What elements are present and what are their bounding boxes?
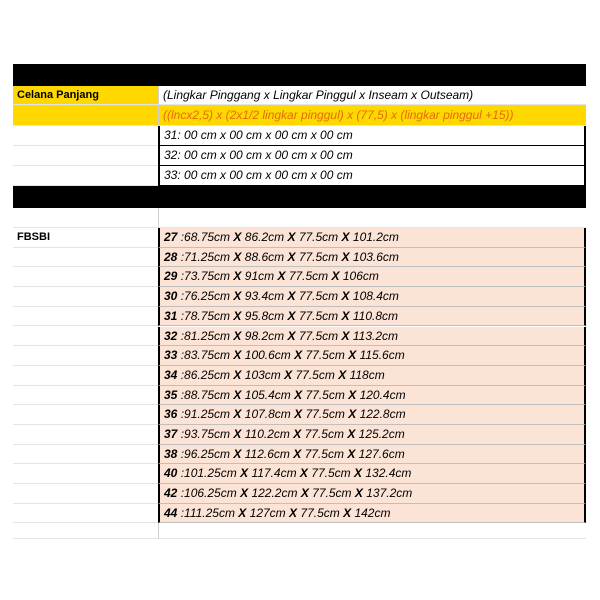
times-separator: X [233,427,242,441]
times-separator: X [289,505,298,520]
times-separator: X [233,446,242,461]
group-label: FBSBI [13,228,158,248]
size-row [13,327,586,347]
times-separator: X [338,367,347,382]
size-measurement: 31 :78.75cm X 95.8cm X 77.5cm X 110.8cm [158,307,586,327]
size-row [13,228,586,248]
hip-value: 95.8cm [244,308,285,323]
template-label-cell [13,126,158,146]
inseam-value: 77.5cm [305,348,345,363]
times-separator: X [233,289,242,304]
measurement-description: (Lingkar Pinggang x Lingkar Pinggul x Inseam x Outseam) [158,86,586,105]
size-number: 38 [164,446,178,461]
outseam-value: 127.6cm [358,446,405,461]
size-number: 40 [164,466,178,481]
hip-value: 103cm [244,367,281,382]
hip-value: 91cm [244,269,275,284]
outseam-value: 142cm [354,505,391,520]
times-separator: X [348,407,357,422]
times-separator: X [287,289,296,304]
times-separator: X [233,348,242,363]
size-label-cell [13,484,158,504]
inseam-value: 77.5cm [295,367,335,382]
waist-value: 86.25cm [184,367,231,382]
black-header-band [13,64,586,86]
outseam-value: 122.8cm [359,407,406,422]
hip-value: 127cm [249,505,286,520]
size-label-cell [13,405,158,425]
size-label-cell [13,425,158,445]
template-text: 33: 00 cm x 00 cm x 00 cm x 00 cm [158,166,586,186]
inseam-value: 77.5cm [304,446,344,461]
size-label-cell [13,366,158,386]
times-separator: X [354,486,363,501]
times-separator: X [348,348,357,363]
waist-value: 88.75cm [184,387,231,402]
size-label-cell [13,386,158,406]
inseam-value: 77.5cm [298,308,339,323]
size-row [13,267,586,287]
outseam-value: 118cm [349,367,385,382]
times-separator: X [300,486,309,501]
size-number: 30 [164,289,178,304]
times-separator: X [353,466,362,481]
times-separator: X [294,387,303,402]
template-text: 31: 00 cm x 00 cm x 00 cm x 00 cm [158,126,586,146]
product-label: Celana Panjang [13,86,158,105]
size-measurement: 35 :88.75cm X 105.4cm X 77.5cm X 120.4cm [158,386,586,406]
inseam-value: 77.5cm [312,486,352,501]
trailing-empty-row [13,523,586,539]
size-number: 34 [164,367,178,382]
outseam-value: 132.4cm [365,466,412,481]
inseam-value: 77.5cm [300,505,340,520]
size-row [13,366,586,386]
outseam-value: 108.4cm [352,289,399,304]
empty-cell-left [13,208,158,228]
times-separator: X [233,230,242,244]
waist-value: 68.75cm [184,230,231,244]
times-separator: X [293,427,302,441]
inseam-value: 77.5cm [311,466,351,481]
outseam-value: 125.2cm [358,427,405,441]
waist-value: 91.25cm [184,407,231,422]
times-separator: X [284,367,293,382]
template-row [13,146,586,166]
size-number: 33 [164,348,178,363]
inseam-value: 77.5cm [288,269,329,284]
hip-value: 88.6cm [244,249,285,264]
size-row [13,287,586,307]
size-label-cell [13,445,158,465]
empty-cell-right [158,208,586,228]
size-row [13,484,586,504]
inseam-value: 77.5cm [304,427,344,441]
template-label-cell [13,146,158,166]
size-measurement: 44 :111.25cm X 127cm X 77.5cm X 142cm [158,504,586,524]
size-label-cell [13,287,158,307]
hip-value: 107.8cm [244,407,291,422]
times-separator: X [233,387,242,402]
size-number: 35 [164,387,178,402]
size-row [13,464,586,484]
outseam-value: 103.6cm [352,249,399,264]
formula-row [13,105,586,126]
times-separator: X [233,407,242,422]
times-separator: X [343,505,352,520]
times-separator: X [341,328,350,343]
template-label-cell [13,166,158,186]
waist-value: 78.75cm [184,308,231,323]
formula-label-cell [13,105,158,126]
waist-value: 73.75cm [184,269,231,284]
times-separator: X [347,446,356,461]
size-label-cell [13,346,158,366]
size-label-cell [13,504,158,524]
size-measurement: 32 :81.25cm X 98.2cm X 77.5cm X 113.2cm [158,327,586,347]
times-separator: X [240,486,249,501]
size-number: 42 [164,486,178,501]
waist-value: 101.25cm [184,466,237,481]
hip-value: 105.4cm [244,387,291,402]
formula-text: ((lncx2,5) x (2x1/2 lingkar pinggul) x (77,5) x (lingkar pinggul +15)) [158,105,586,126]
outseam-value: 115.6cm [359,348,405,363]
times-separator: X [233,367,242,382]
template-text: 32: 00 cm x 00 cm x 00 cm x 00 cm [158,146,586,166]
black-separator-band [13,186,586,208]
size-measurement: 42 :106.25cm X 122.2cm X 77.5cm X 137.2cm [158,484,586,504]
times-separator: X [348,387,357,402]
size-row [13,405,586,425]
waist-value: 106.25cm [184,486,237,501]
size-number: 27 [164,230,178,244]
size-row [13,386,586,406]
times-separator: X [293,446,302,461]
inseam-value: 77.5cm [298,328,339,343]
size-measurement: 37 :93.75cm X 110.2cm X 77.5cm X 125.2cm [158,425,586,445]
size-label-cell [13,464,158,484]
outseam-value: 106cm [342,269,379,284]
template-row [13,126,586,146]
times-separator: X [287,249,296,264]
waist-value: 111.25cm [184,505,235,520]
times-separator: X [294,348,303,363]
size-measurement: 33 :83.75cm X 100.6cm X 77.5cm X 115.6cm [158,346,586,366]
size-number: 37 [164,427,178,441]
hip-value: 112.6cm [244,446,290,461]
times-separator: X [341,230,350,244]
outseam-value: 101.2cm [352,230,399,244]
hip-value: 100.6cm [244,348,291,363]
size-measurement: 27 :68.75cm X 86.2cm X 77.5cm X 101.2cm [158,228,586,248]
waist-value: 96.25cm [184,446,231,461]
waist-value: 83.75cm [184,348,231,363]
times-separator: X [299,466,308,481]
times-separator: X [294,407,303,422]
hip-value: 122.2cm [251,486,298,501]
inseam-value: 77.5cm [305,407,345,422]
times-separator: X [233,328,242,343]
hip-value: 98.2cm [244,328,285,343]
outseam-value: 137.2cm [366,486,413,501]
trailing-cell-right [158,523,586,539]
times-separator: X [240,466,249,481]
size-number: 44 [164,505,178,520]
size-number: 28 [164,249,178,264]
times-separator: X [238,505,247,520]
size-measurement: 29 :73.75cm X 91cm X 77.5cm X 106cm [158,267,586,287]
outseam-value: 113.2cm [352,328,399,343]
hip-value: 86.2cm [244,230,285,244]
size-label-cell [13,327,158,347]
size-row [13,504,586,524]
outseam-value: 110.8cm [352,308,399,323]
inseam-value: 77.5cm [298,249,339,264]
outseam-value: 120.4cm [359,387,406,402]
size-label-cell [13,267,158,287]
times-separator: X [341,249,350,264]
inseam-value: 77.5cm [305,387,345,402]
trailing-cell-left [13,523,158,539]
size-number: 36 [164,407,178,422]
size-number: 31 [164,308,178,323]
size-row [13,445,586,465]
hip-value: 117.4cm [251,466,297,481]
inseam-value: 77.5cm [298,289,339,304]
template-row [13,166,586,186]
size-measurement: 30 :76.25cm X 93.4cm X 77.5cm X 108.4cm [158,287,586,307]
waist-value: 76.25cm [184,289,231,304]
size-measurement: 28 :71.25cm X 88.6cm X 77.5cm X 103.6cm [158,248,586,268]
times-separator: X [287,230,296,244]
size-measurement: 36 :91.25cm X 107.8cm X 77.5cm X 122.8cm [158,405,586,425]
times-separator: X [341,289,350,304]
times-separator: X [233,249,242,264]
size-row [13,248,586,268]
size-measurement: 34 :86.25cm X 103cm X 77.5cm X 118cm [158,366,586,386]
inseam-value: 77.5cm [298,230,339,244]
times-separator: X [347,427,356,441]
times-separator: X [233,269,242,284]
times-separator: X [331,269,340,284]
waist-value: 81.25cm [184,328,231,343]
size-measurement: 38 :96.25cm X 112.6cm X 77.5cm X 127.6cm [158,445,586,465]
empty-row [13,208,586,228]
size-row [13,425,586,445]
size-number: 29 [164,269,178,284]
waist-value: 93.75cm [184,427,231,441]
hip-value: 110.2cm [244,427,290,441]
waist-value: 71.25cm [184,249,231,264]
times-separator: X [277,269,286,284]
size-row [13,307,586,327]
times-separator: X [341,308,350,323]
size-label-cell [13,307,158,327]
times-separator: X [287,328,296,343]
times-separator: X [287,308,296,323]
size-row [13,346,586,366]
hip-value: 93.4cm [244,289,285,304]
times-separator: X [233,308,242,323]
size-number: 32 [164,328,178,343]
size-measurement: 40 :101.25cm X 117.4cm X 77.5cm X 132.4cm [158,464,586,484]
header-row [13,86,586,105]
size-label-cell [13,248,158,268]
